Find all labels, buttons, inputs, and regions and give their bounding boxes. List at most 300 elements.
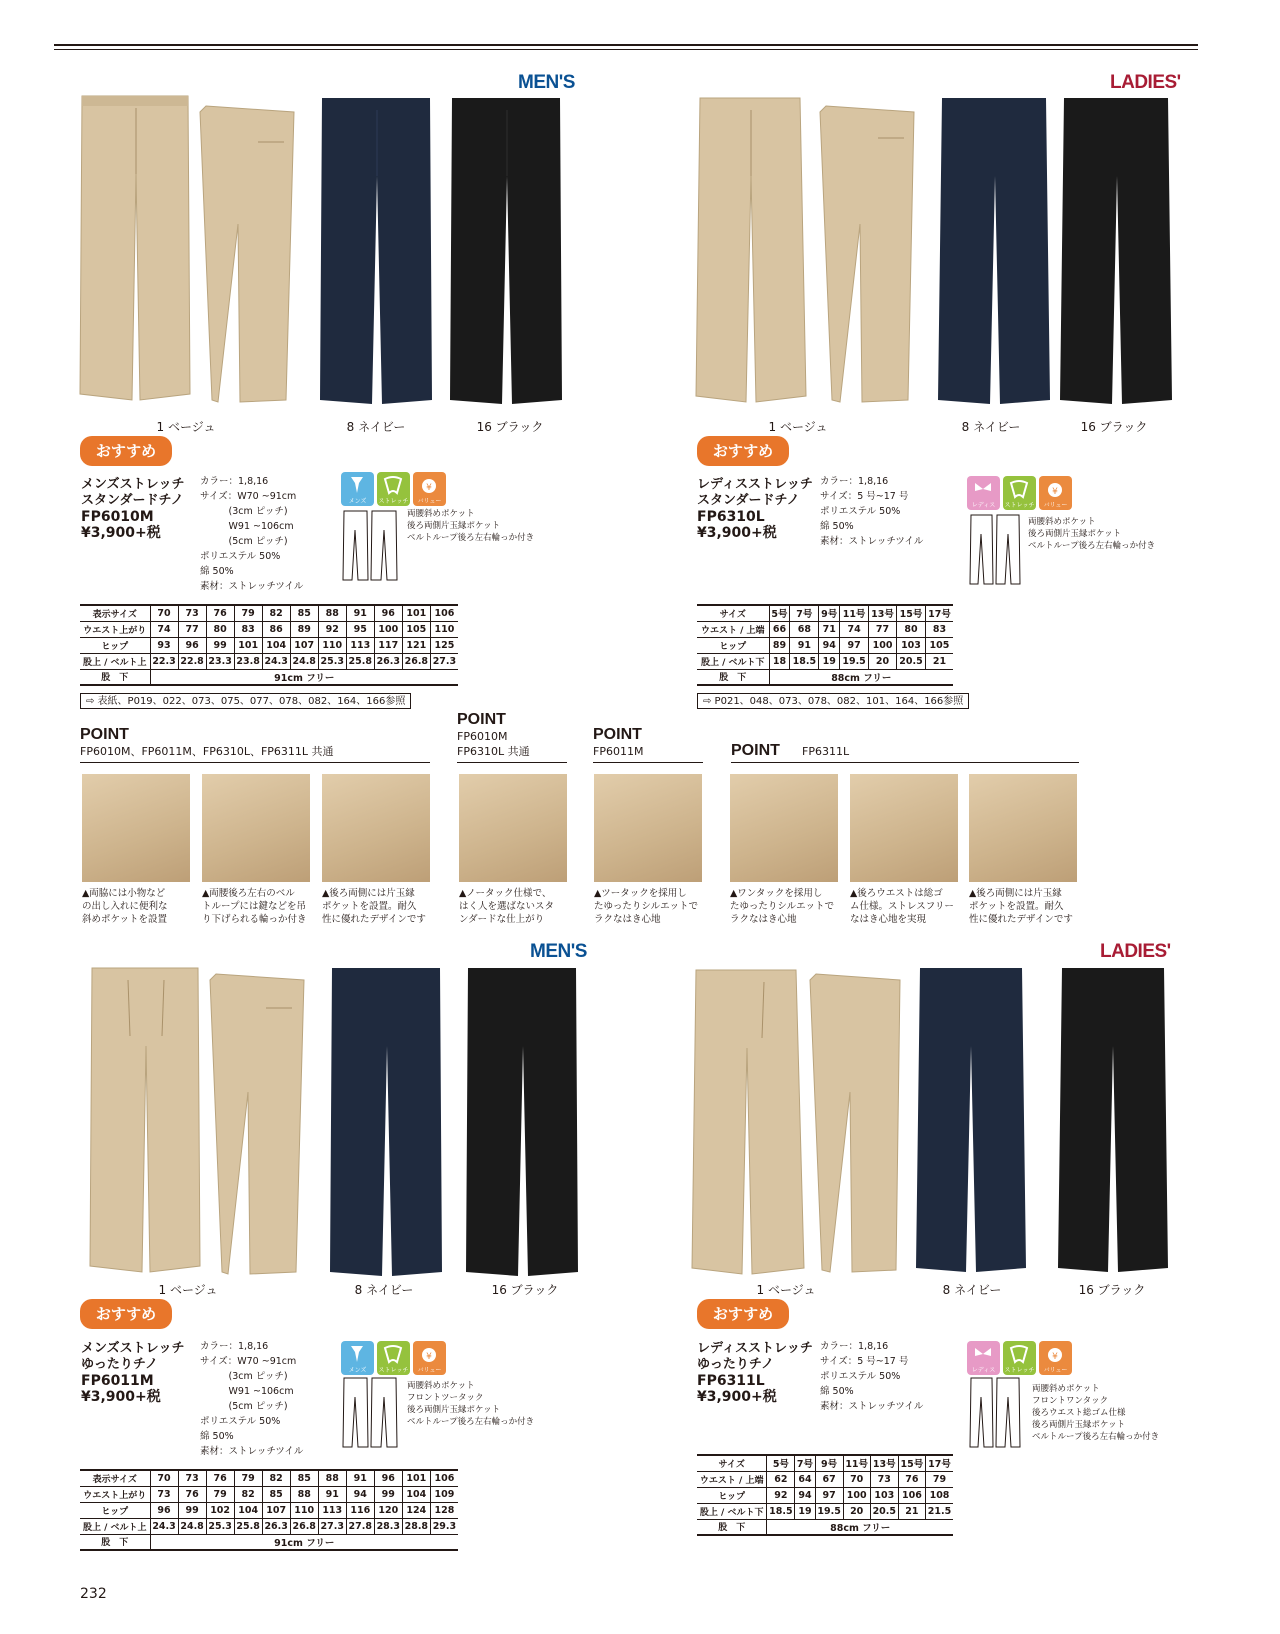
table-cell: 73: [178, 1470, 206, 1486]
product-name: [697, 1341, 813, 1405]
recommend-badge: おすすめ: [80, 1299, 172, 1329]
table-cell: 113: [346, 637, 374, 653]
table-cell: 110: [318, 637, 346, 653]
table-cell: 92: [318, 621, 346, 637]
table-cell: 108: [926, 1487, 954, 1503]
value-icon: ¥ バリュー: [413, 1341, 446, 1375]
product-price: ¥3,900+税: [697, 525, 777, 541]
table-cell: 26.8: [402, 653, 430, 669]
pants-beige-front-image: [78, 94, 193, 406]
table-cell: 101: [402, 1470, 430, 1486]
ladies-pants-black-front-image: [1056, 966, 1172, 1274]
product-name-line2: スタンダードチノ: [697, 493, 800, 508]
table-cell: 21: [898, 1503, 925, 1519]
ladies-icon: レディス: [967, 1341, 1000, 1375]
pants-navy-front-image: [318, 96, 436, 406]
table-cell: 19: [819, 653, 840, 669]
ladies-pants-navy-front-image: [936, 96, 1054, 406]
table-cell: 88: [318, 1470, 346, 1486]
table-cell: 21: [925, 653, 953, 669]
table-cell: 94: [819, 637, 840, 653]
table-cell: 71: [819, 621, 840, 637]
table-cell: 124: [402, 1502, 430, 1518]
table-cell: 94: [346, 1486, 374, 1502]
svg-text:¥: ¥: [426, 1352, 432, 1362]
table-cell: 25.8: [346, 653, 374, 669]
top-rule-thin: [54, 49, 1198, 50]
table-cell: 103: [897, 637, 926, 653]
recommend-badge: おすすめ: [80, 436, 172, 466]
table-cell: 89: [769, 637, 790, 653]
table-cell: 91cm フリー: [150, 669, 458, 685]
product-code: FP6010M: [81, 509, 154, 525]
table-row-label: 股 下: [80, 669, 150, 685]
flat-sketch-icon: [342, 1377, 398, 1449]
table-cell: 28.8: [402, 1518, 430, 1534]
table-cell: 85: [262, 1486, 290, 1502]
table-cell: 105: [925, 637, 953, 653]
point-divider: [80, 762, 430, 763]
table-cell: 15号: [897, 605, 926, 621]
table-cell: 79: [234, 605, 262, 621]
table-cell: 20: [869, 653, 897, 669]
flat-sketch-icon: [969, 1377, 1021, 1449]
table-cell: 13号: [869, 605, 897, 621]
ladies-caption-navy: 8 ネイビー: [942, 1283, 1002, 1297]
pants-beige-back-image: [198, 104, 298, 404]
table-cell: 26.8: [290, 1518, 318, 1534]
table-cell: 82: [262, 605, 290, 621]
table-cell: 91: [790, 637, 819, 653]
table-cell: 93: [150, 637, 178, 653]
table-row: [80, 1534, 458, 1550]
product-name-line1: メンズストレッチ: [81, 1341, 185, 1356]
table-cell: 102: [206, 1502, 234, 1518]
detail-caption: ▲後ろ両側には片玉縁 ポケットを設置。耐久 性に優れたデザインです: [969, 888, 1073, 925]
table-cell: 99: [206, 637, 234, 653]
table-cell: 19.5: [815, 1503, 843, 1519]
stretch-icon: ストレッチ: [377, 1341, 410, 1375]
table-cell: 76: [206, 605, 234, 621]
pants-black-front-image: [464, 966, 582, 1278]
table-row-label: 股上 / ベルト下: [697, 653, 769, 669]
table-cell: 66: [769, 621, 790, 637]
table-row: [697, 1471, 953, 1487]
table-cell: 85: [290, 605, 318, 621]
table-cell: 99: [374, 1486, 402, 1502]
table-cell: 113: [318, 1502, 346, 1518]
table-cell: 128: [430, 1502, 458, 1518]
table-cell: 27.8: [346, 1518, 374, 1534]
table-cell: 89: [290, 621, 318, 637]
table-cell: 104: [402, 1486, 430, 1502]
table-cell: 28.3: [374, 1518, 402, 1534]
size-table: [80, 1469, 458, 1551]
ladies-caption-black: 16 ブラック: [1080, 420, 1148, 434]
table-cell: 96: [150, 1502, 178, 1518]
table-cell: 17号: [925, 605, 953, 621]
flat-sketch-icon: [342, 510, 398, 582]
point-subtitle: FP6010M: [457, 730, 508, 743]
pants-navy-front-image: [328, 966, 446, 1278]
table-cell: 25.3: [318, 653, 346, 669]
svg-text:¥: ¥: [1052, 487, 1058, 497]
table-cell: 96: [178, 637, 206, 653]
pants-beige-front-image: [88, 966, 203, 1278]
detail-caption: ▲両脇には小物など の出し入れに便利な 斜めポケットを設置: [82, 888, 168, 925]
page-number: 232: [80, 1586, 107, 1602]
table-cell: 85: [290, 1470, 318, 1486]
table-cell: 100: [869, 637, 897, 653]
feature-icons: [967, 476, 1072, 510]
detail-caption: ▲両腰後ろ左右のベル トループには鍵などを吊 り下げられる輪っか付き: [202, 888, 307, 925]
product-name: [81, 1341, 184, 1405]
ladies-icon: レディス: [967, 476, 1000, 510]
size-table: [697, 604, 953, 686]
detail-photo: [969, 774, 1077, 882]
point-divider: [593, 762, 703, 763]
ladies-label: LADIES': [1100, 941, 1171, 962]
detail-photo: [202, 774, 310, 882]
table-cell: 18: [769, 653, 790, 669]
table-row: [80, 605, 458, 621]
table-cell: 88: [318, 605, 346, 621]
point-subtitle: FP6311L: [802, 745, 850, 758]
table-row: [697, 1455, 953, 1471]
product-features: 両腰斜めポケット 後ろ両側片玉縁ポケット ベルトループ後ろ左右輪っか付き: [407, 509, 535, 543]
table-cell: 97: [815, 1487, 843, 1503]
table-cell: 99: [178, 1502, 206, 1518]
table-cell: 77: [178, 621, 206, 637]
table-cell: 106: [898, 1487, 925, 1503]
ladies-caption-beige: 1 ベージュ: [768, 420, 828, 434]
table-cell: 110: [430, 621, 458, 637]
table-row-label: ヒップ: [80, 637, 150, 653]
table-cell: 26.3: [374, 653, 402, 669]
detail-caption: ▲ワンタックを採用し たゆったりシルエットで ラクなはき心地: [730, 888, 834, 925]
product-spec: カラー：1,8,16 サイズ：5 号~17 号 ポリエステル 50% 綿 50% 素材：ストレッチツイル: [820, 476, 924, 547]
table-cell: 24.8: [178, 1518, 206, 1534]
product-name: [697, 477, 813, 541]
table-cell: 120: [374, 1502, 402, 1518]
table-cell: 9号: [815, 1455, 843, 1471]
table-cell: 11号: [840, 605, 869, 621]
feature-icons: [341, 472, 446, 506]
table-row-label: サイズ: [697, 605, 769, 621]
detail-photo: [322, 774, 430, 882]
ladies-pants-black-front-image: [1058, 96, 1176, 406]
detail-caption: ▲後ろウエストは総ゴ ム仕様。ストレスフリー なはき心地を実現: [850, 888, 954, 925]
point-divider: [731, 762, 1079, 763]
ladies-caption-navy: 8 ネイビー: [961, 420, 1021, 434]
feature-icons: [341, 1341, 446, 1375]
caption-black: 16 ブラック: [476, 420, 544, 434]
table-cell: 13号: [870, 1455, 898, 1471]
product-code: FP6011M: [81, 1373, 154, 1389]
caption-beige: 1 ベージュ: [156, 420, 216, 434]
value-icon: ¥ バリュー: [1039, 476, 1072, 510]
table-cell: 104: [234, 1502, 262, 1518]
table-row: [80, 653, 458, 669]
detail-photo: [850, 774, 958, 882]
ladies-pants-navy-front-image: [914, 966, 1030, 1274]
product-spec: カラー：1,8,16 サイズ：W70 ~91cm (3cm ピッチ) W91 ~106cm (5cm ピッチ) ポリエステル 50% 綿 50% 素材：ストレッチツイル: [200, 1341, 304, 1457]
table-cell: 73: [178, 605, 206, 621]
ladies-pants-beige-back-image: [808, 972, 904, 1276]
detail-caption: ▲ノータック仕様で、 はく人を選ばないスタ ンダードな仕上がり: [459, 888, 555, 925]
table-cell: 73: [150, 1486, 178, 1502]
table-cell: 121: [402, 637, 430, 653]
stretch-icon: ストレッチ: [1003, 476, 1036, 510]
table-row-label: 股上 / ベルト下: [697, 1503, 767, 1519]
recommend-badge: おすすめ: [697, 1299, 789, 1329]
table-row-label: 股上 / ベルト上: [80, 1518, 150, 1534]
table-cell: 20: [843, 1503, 870, 1519]
table-cell: 91cm フリー: [150, 1534, 458, 1550]
product-features: 両腰斜めポケット フロントワンタック 後ろウエスト総ゴム仕様 後ろ両側片玉縁ポケット ベルトループ後ろ左右輪っか付き: [1032, 1384, 1160, 1442]
product-spec: カラー：1,8,16 サイズ：5 号~17 号 ポリエステル 50% 綿 50% 素材：ストレッチツイル: [820, 1341, 924, 1412]
mens-label: MEN'S: [518, 72, 575, 93]
table-cell: 24.8: [290, 653, 318, 669]
recommend-badge: おすすめ: [697, 436, 789, 466]
product-name-line1: レディスストレッチ: [697, 477, 813, 492]
table-cell: 64: [795, 1471, 815, 1487]
mens-icon: メンズ: [341, 472, 374, 506]
table-cell: 70: [150, 1470, 178, 1486]
table-cell: 19: [795, 1503, 815, 1519]
detail-caption: ▲ツータックを採用し たゆったりシルエットで ラクなはき心地: [594, 888, 698, 925]
table-cell: 74: [150, 621, 178, 637]
table-row-label: ヒップ: [697, 1487, 767, 1503]
table-cell: 116: [346, 1502, 374, 1518]
reference-pages: ⇨ P021、048、073、078、082、101、164、166参照: [697, 693, 969, 709]
table-row: [80, 1502, 458, 1518]
table-cell: 5号: [769, 605, 790, 621]
table-cell: 18.5: [767, 1503, 795, 1519]
product-code: FP6310L: [697, 509, 765, 525]
table-cell: 73: [870, 1471, 898, 1487]
table-cell: 76: [898, 1471, 925, 1487]
table-cell: 67: [815, 1471, 843, 1487]
table-cell: 22.8: [178, 653, 206, 669]
ladies-pants-beige-front-image: [694, 96, 809, 406]
table-cell: 5号: [767, 1455, 795, 1471]
mens-label: MEN'S: [530, 941, 587, 962]
table-cell: 19.5: [840, 653, 869, 669]
svg-text:¥: ¥: [426, 483, 432, 493]
table-row: [697, 621, 953, 637]
ladies-caption-beige: 1 ベージュ: [756, 1283, 816, 1297]
stretch-icon: ストレッチ: [1003, 1341, 1036, 1375]
table-row: [697, 653, 953, 669]
table-cell: 24.3: [262, 653, 290, 669]
svg-text:¥: ¥: [1052, 1352, 1058, 1362]
table-cell: 88cm フリー: [769, 669, 953, 685]
detail-photo: [82, 774, 190, 882]
table-cell: 83: [925, 621, 953, 637]
product-name-line2: ゆったりチノ: [697, 1357, 774, 1372]
table-cell: 117: [374, 637, 402, 653]
size-table: [697, 1454, 953, 1536]
detail-photo: [459, 774, 567, 882]
detail-photo: [730, 774, 838, 882]
table-cell: 80: [897, 621, 926, 637]
table-cell: 88cm フリー: [767, 1519, 953, 1535]
product-name-line2: ゆったりチノ: [81, 1357, 158, 1372]
table-cell: 101: [402, 605, 430, 621]
table-cell: 105: [402, 621, 430, 637]
table-cell: 106: [430, 605, 458, 621]
table-cell: 22.3: [150, 653, 178, 669]
table-cell: 62: [767, 1471, 795, 1487]
table-cell: 94: [795, 1487, 815, 1503]
product-name: [81, 477, 184, 541]
ladies-caption-black: 16 ブラック: [1078, 1283, 1146, 1297]
table-cell: 18.5: [790, 653, 819, 669]
table-row-label: ウエスト / 上端: [697, 1471, 767, 1487]
table-cell: 109: [430, 1486, 458, 1502]
flat-sketch-icon: [969, 514, 1021, 586]
detail-photo: [594, 774, 702, 882]
table-row-label: 表示サイズ: [80, 605, 150, 621]
table-cell: 106: [430, 1470, 458, 1486]
table-cell: 83: [234, 621, 262, 637]
top-rule: [54, 44, 1198, 46]
point-subtitle: FP6011M: [593, 745, 644, 758]
table-row: [80, 1518, 458, 1534]
table-cell: 74: [840, 621, 869, 637]
point-heading: POINT: [80, 726, 129, 743]
ladies-label: LADIES': [1110, 72, 1181, 93]
table-cell: 96: [374, 605, 402, 621]
table-cell: 91: [346, 605, 374, 621]
table-row-label: 股 下: [697, 669, 769, 685]
size-table: [80, 604, 458, 686]
product-price: ¥3,900+税: [81, 1389, 161, 1405]
table-cell: 27.3: [318, 1518, 346, 1534]
feature-icons: [967, 1341, 1072, 1375]
caption-navy: 8 ネイビー: [346, 420, 406, 434]
table-cell: 104: [262, 637, 290, 653]
table-row-label: 股上 / ベルト上: [80, 653, 150, 669]
table-row-label: サイズ: [697, 1455, 767, 1471]
product-features: 両腰斜めポケット フロントツータック 後ろ両側片玉縁ポケット ベルトループ後ろ左右輪っか付き: [407, 1381, 535, 1427]
table-cell: 29.3: [430, 1518, 458, 1534]
detail-caption: ▲後ろ両側には片玉縁 ポケットを設置。耐久 性に優れたデザインです: [322, 888, 426, 925]
table-cell: 110: [290, 1502, 318, 1518]
pants-beige-back-image: [208, 972, 308, 1278]
table-row: [80, 669, 458, 685]
table-cell: 100: [374, 621, 402, 637]
table-cell: 82: [234, 1486, 262, 1502]
table-row-label: 股 下: [697, 1519, 767, 1535]
table-cell: 91: [346, 1470, 374, 1486]
table-cell: 68: [790, 621, 819, 637]
table-row-label: ウエスト / 上端: [697, 621, 769, 637]
caption-navy: 8 ネイビー: [354, 1283, 414, 1297]
table-cell: 95: [346, 621, 374, 637]
product-name-line1: レディスストレッチ: [697, 1341, 813, 1356]
product-features: 両腰斜めポケット 後ろ両側片玉縁ポケット ベルトループ後ろ左右輪っか付き: [1028, 517, 1156, 551]
table-row: [80, 637, 458, 653]
table-row: [697, 669, 953, 685]
ladies-pants-beige-front-image: [690, 968, 806, 1276]
point-heading: POINT: [731, 742, 780, 759]
mens-icon: メンズ: [341, 1341, 374, 1375]
table-cell: 21.5: [926, 1503, 954, 1519]
point-heading: POINT: [593, 726, 642, 743]
stretch-icon: ストレッチ: [377, 472, 410, 506]
product-code: FP6311L: [697, 1373, 765, 1389]
table-cell: 77: [869, 621, 897, 637]
table-cell: 17号: [926, 1455, 954, 1471]
table-cell: 79: [926, 1471, 954, 1487]
table-cell: 96: [374, 1470, 402, 1486]
table-cell: 103: [870, 1487, 898, 1503]
table-cell: 27.3: [430, 653, 458, 669]
table-row: [80, 1470, 458, 1486]
table-cell: 11号: [843, 1455, 870, 1471]
table-row: [80, 621, 458, 637]
product-price: ¥3,900+税: [697, 1389, 777, 1405]
caption-beige: 1 ベージュ: [158, 1283, 218, 1297]
table-cell: 79: [234, 1470, 262, 1486]
table-row: [697, 1519, 953, 1535]
table-cell: 107: [290, 637, 318, 653]
table-row-label: ウエスト上がり: [80, 621, 150, 637]
table-cell: 107: [262, 1502, 290, 1518]
table-row-label: ウエスト上がり: [80, 1486, 150, 1502]
table-cell: 92: [767, 1487, 795, 1503]
table-row-label: 股 下: [80, 1534, 150, 1550]
table-row-label: ヒップ: [80, 1502, 150, 1518]
table-cell: 25.3: [206, 1518, 234, 1534]
table-cell: 88: [290, 1486, 318, 1502]
point-subtitle: FP6010M、FP6011M、FP6310L、FP6311L 共通: [80, 745, 334, 758]
table-cell: 101: [234, 637, 262, 653]
table-cell: 26.3: [262, 1518, 290, 1534]
table-cell: 76: [206, 1470, 234, 1486]
table-cell: 20.5: [870, 1503, 898, 1519]
table-cell: 91: [318, 1486, 346, 1502]
table-cell: 82: [262, 1470, 290, 1486]
table-cell: 125: [430, 637, 458, 653]
product-name-line2: スタンダードチノ: [81, 493, 184, 508]
point-divider: [457, 762, 567, 763]
caption-black: 16 ブラック: [491, 1283, 559, 1297]
table-cell: 24.3: [150, 1518, 178, 1534]
table-cell: 80: [206, 621, 234, 637]
table-cell: 79: [206, 1486, 234, 1502]
table-cell: 86: [262, 621, 290, 637]
value-icon: ¥ バリュー: [1039, 1341, 1072, 1375]
table-cell: 25.8: [234, 1518, 262, 1534]
table-row: [697, 637, 953, 653]
point-heading: POINT: [457, 711, 506, 728]
point-subtitle: FP6310L 共通: [457, 745, 530, 758]
table-row: [80, 1486, 458, 1502]
pants-black-front-image: [448, 96, 566, 406]
table-cell: 7号: [795, 1455, 815, 1471]
table-cell: 70: [150, 605, 178, 621]
value-icon: ¥ バリュー: [413, 472, 446, 506]
table-cell: 20.5: [897, 653, 926, 669]
table-cell: 97: [840, 637, 869, 653]
table-cell: 23.8: [234, 653, 262, 669]
table-row: [697, 1487, 953, 1503]
table-row: [697, 1503, 953, 1519]
product-spec: カラー：1,8,16 サイズ：W70 ~91cm (3cm ピッチ) W91 ~106cm (5cm ピッチ) ポリエステル 50% 綿 50% 素材：ストレッチツイル: [200, 476, 304, 592]
